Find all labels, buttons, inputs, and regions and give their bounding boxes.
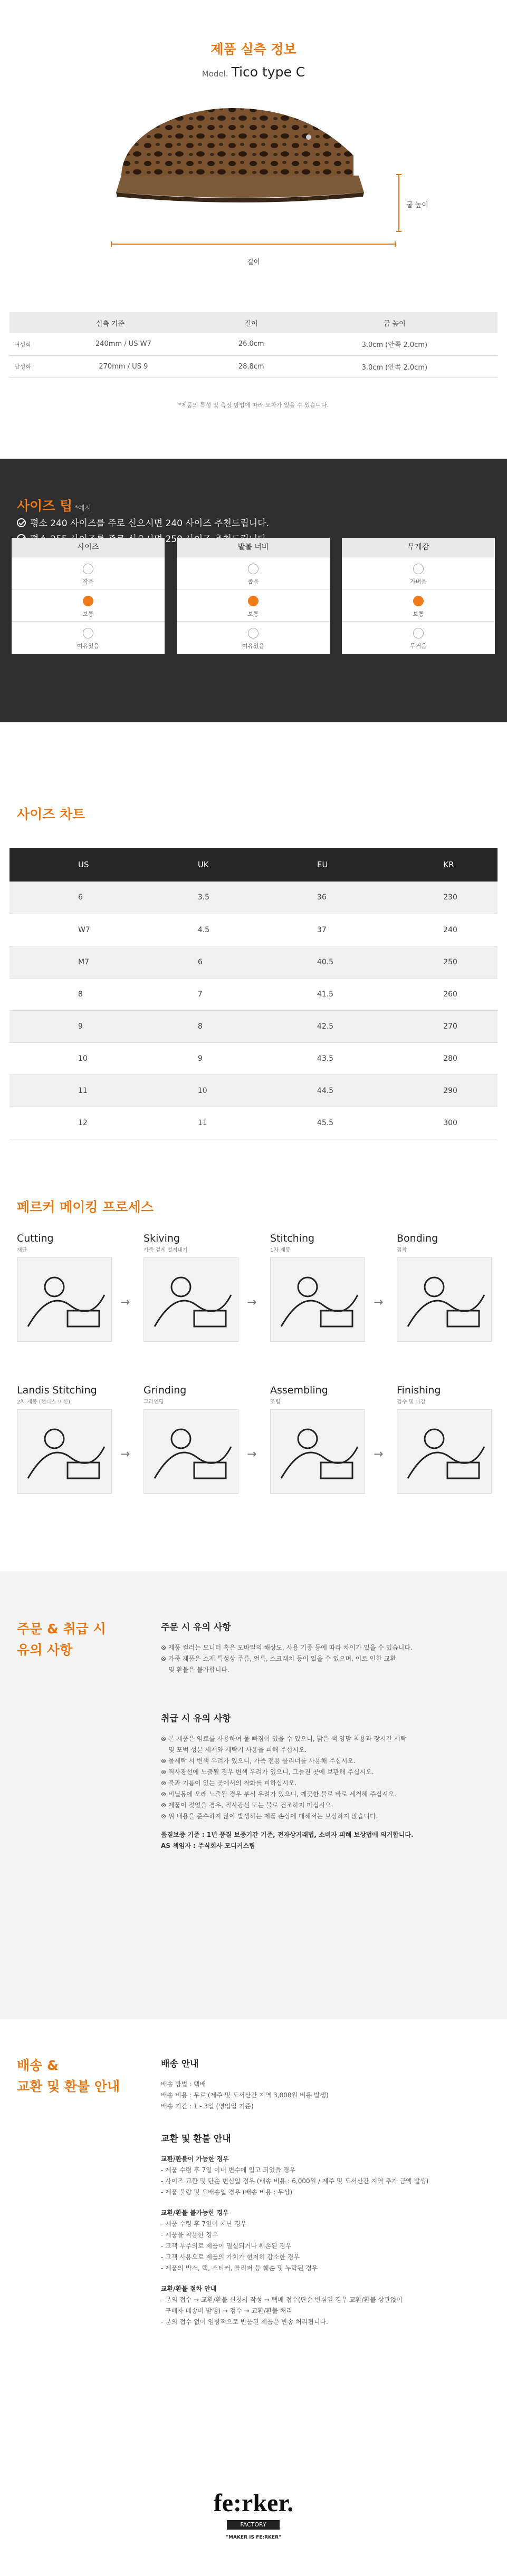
step-illustration <box>17 1409 112 1494</box>
radio-dot-icon <box>248 596 259 606</box>
exchange-title: 교환 및 환불 안내 <box>161 2134 231 2144</box>
exchange-item: - 제품을 착용한 경우 <box>161 2231 218 2239</box>
tip-line <box>17 516 269 529</box>
arrow-right-icon: → <box>247 1296 257 1309</box>
size-cell: 44.5 <box>248 1074 375 1107</box>
tip-title <box>17 496 91 515</box>
size-cell: 12 <box>9 1107 129 1139</box>
impossible-title: 교환/환불 불가능한 경우 <box>161 2209 229 2216</box>
size-cell: 250 <box>375 946 498 978</box>
brand-logo: fe:rker. <box>213 2489 294 2517</box>
size-cell: 43.5 <box>248 1042 375 1074</box>
spec-header: 길이 <box>211 312 292 333</box>
spec-header: 굽 높이 <box>292 312 498 333</box>
step-sub: 검수 및 마감 <box>397 1399 426 1405</box>
step-name: Landis Stitching <box>17 1384 97 1396</box>
product-info-section <box>0 0 507 459</box>
ship-item: 배송 방법 : 택배 <box>161 2080 206 2088</box>
spec-note: *제품의 특성 및 측정 방법에 따라 오차가 있을 수 있습니다. <box>178 402 329 409</box>
radio-dot-icon <box>248 628 259 638</box>
spec-header: 실측 기준 <box>9 312 211 333</box>
size-cell: 260 <box>375 978 498 1010</box>
radio-dot-icon <box>413 564 424 574</box>
process-title: 페르커 메이킹 프로세스 <box>17 1199 154 1215</box>
step-name: Finishing <box>397 1384 441 1396</box>
info-title: 제품 실측 정보 <box>211 42 296 57</box>
process-step <box>397 1384 492 1494</box>
size-chart-title: 사이즈 차트 <box>17 807 85 822</box>
shipping-section <box>0 2019 507 2452</box>
process-step <box>144 1233 238 1342</box>
arrow-right-icon: → <box>374 1296 384 1309</box>
process-step <box>17 1384 112 1494</box>
step-name: Stitching <box>270 1233 315 1244</box>
process-step <box>270 1233 365 1342</box>
tip-option <box>177 557 330 589</box>
tip-option-label: 보통 <box>247 611 259 617</box>
notice-item: ⊗ 불과 기름이 있는 곳에서의 착화를 피하십시오. <box>161 1779 297 1787</box>
guarantee-text: 품질보증 기준 : 1년 품질 보증기간 기준, 전자상거래법, 소비자 피해 보상법에 의거합니다. <box>161 1831 414 1838</box>
step-sub: 조립 <box>270 1399 281 1405</box>
tip-box <box>342 538 495 654</box>
table-row <box>9 914 498 946</box>
tip-box-header: 사이즈 <box>12 538 165 557</box>
size-cell: 8 <box>129 1010 248 1042</box>
table-row <box>9 882 498 914</box>
tip-box-header: 무게감 <box>342 538 495 557</box>
size-cell: 6 <box>129 946 248 978</box>
table-row <box>9 355 498 377</box>
radio-dot-icon <box>248 564 259 574</box>
tip-option-label: 좁음 <box>247 578 259 585</box>
table-row <box>9 978 498 1010</box>
model-label: Model. <box>202 69 228 79</box>
size-cell: 41.5 <box>248 978 375 1010</box>
notice-item: ⊗ 위 내용을 준수하지 않아 발생하는 제품 손상에 대해서는 보상하지 않습니다. <box>161 1813 378 1820</box>
tip-option-label: 가벼움 <box>410 578 427 585</box>
footer <box>0 2452 507 2576</box>
notice-item: 및 포벅 성분 세제와 세탁기 사용을 피해 주십시오. <box>168 1746 307 1754</box>
size-tip-section <box>0 459 507 722</box>
process-step <box>144 1384 238 1494</box>
cell: 3.0cm (안쪽 2.0cm) <box>292 333 498 355</box>
notice-title-line: 유의 사항 <box>17 1642 73 1658</box>
size-cell: 280 <box>375 1042 498 1074</box>
size-cell: W7 <box>9 914 129 946</box>
tip-title-text: 사이즈 팁 <box>17 498 73 514</box>
size-cell: 8 <box>9 978 129 1010</box>
size-chart-header: KR <box>375 848 498 882</box>
size-cell: M7 <box>9 946 129 978</box>
tip-option-label: 보통 <box>82 611 94 617</box>
radio-dot-icon <box>83 564 93 574</box>
size-cell: 230 <box>375 882 498 914</box>
step-illustration <box>144 1257 238 1342</box>
size-cell: 42.5 <box>248 1010 375 1042</box>
notice-item: ⊗ 제품 컬러는 모니터 혹은 모바일의 해상도, 사용 기종 등에 따라 차이가 있을 수 있습니다. <box>161 1644 413 1651</box>
size-cell: 4.5 <box>129 914 248 946</box>
tip-option <box>12 589 165 621</box>
arrow-right-icon: → <box>374 1448 384 1461</box>
model-name <box>0 64 507 80</box>
length-label: 길이 <box>246 258 261 266</box>
tip-line-text: 평소 240 사이즈를 주로 신으시면 240 사이즈 추천드립니다. <box>30 518 269 529</box>
step-illustration <box>270 1257 365 1342</box>
tip-option <box>12 557 165 589</box>
size-chart-section <box>0 722 507 1176</box>
procedure-item: - 문의 접수 없이 임방적으로 반품된 제품은 반송 처리됩니다. <box>161 2318 328 2326</box>
arrow-right-icon: → <box>120 1296 130 1309</box>
step-sub: 접착 <box>397 1247 407 1253</box>
ship-title: 배송 안내 <box>161 2059 199 2069</box>
step-illustration <box>270 1409 365 1494</box>
table-row <box>9 1074 498 1107</box>
tip-option <box>177 621 330 653</box>
tip-option <box>342 589 495 621</box>
notice-item: ⊗ 비닐봉에 오래 노출될 경우 부식 우려가 있으니, 깨끗한 물로 바로 세척해 주십시오. <box>161 1790 396 1798</box>
size-cell: 3.5 <box>129 882 248 914</box>
notice-title-line: 주문 & 취급 시 <box>17 1621 106 1636</box>
radio-dot-icon <box>413 596 424 606</box>
notice-section <box>0 1571 507 2019</box>
heel-height-marker <box>398 174 399 232</box>
step-name: Assembling <box>270 1384 328 1396</box>
tip-box <box>177 538 330 654</box>
size-chart-header: US <box>9 848 129 882</box>
size-cell: 11 <box>129 1107 248 1139</box>
row-label: 남성화 <box>9 355 36 377</box>
tip-option-label: 작음 <box>82 578 94 585</box>
care-notice-title: 취급 시 유의 사항 <box>161 1713 231 1724</box>
procedure-item: 구매자 배송비 발생) → 검수 → 교환/환불 처리 <box>165 2307 293 2314</box>
possible-title: 교환/환불이 가능한 경우 <box>161 2155 229 2163</box>
row-label: 여성화 <box>9 333 36 355</box>
shipping-title-line: 교환 및 환불 안내 <box>17 2079 120 2094</box>
exchange-item: - 제품 수령 후 7일 이내 변수에 입고 되었을 경우 <box>161 2166 295 2174</box>
notice-item: ⊗ 물세탁 시 변색 우려가 있으니, 가죽 전용 클리너를 사용해 주십시오. <box>161 1757 356 1765</box>
arrow-right-icon: → <box>120 1448 130 1461</box>
step-sub: 1차 재봉 <box>270 1247 291 1253</box>
order-notice-title: 주문 시 유의 사항 <box>161 1622 231 1633</box>
tip-option <box>342 621 495 653</box>
step-name: Bonding <box>397 1233 438 1244</box>
step-sub: 2차 재봉 (랜디스 머신) <box>17 1399 70 1405</box>
cell: 270mm / US 9 <box>36 355 211 377</box>
size-cell: 9 <box>129 1042 248 1074</box>
tip-option <box>342 557 495 589</box>
step-name: Grinding <box>144 1384 187 1396</box>
tip-option <box>177 589 330 621</box>
size-cell: 9 <box>9 1010 129 1042</box>
radio-dot-icon <box>83 628 93 638</box>
table-row <box>9 1042 498 1074</box>
size-cell: 290 <box>375 1074 498 1107</box>
size-cell: 300 <box>375 1107 498 1139</box>
notice-title <box>17 1619 106 1661</box>
notice-item: 및 환불은 불가합니다. <box>168 1666 229 1673</box>
step-sub: 가죽 겉게 벗겨내기 <box>144 1247 188 1253</box>
table-row <box>9 946 498 978</box>
process-step <box>397 1233 492 1342</box>
ship-item: 배송 기간 : 1 - 3일 (영업일 기준) <box>161 2103 254 2110</box>
exchange-item: - 제품 수령 후 7일이 지난 경우 <box>161 2220 247 2228</box>
size-table <box>9 848 498 1139</box>
shipping-title <box>17 2055 120 2097</box>
step-illustration <box>144 1409 238 1494</box>
tip-line-text: 250 <box>165 534 183 545</box>
exchange-item: - 고객 사용으로 제품의 가치가 현저히 감소한 경우 <box>161 2253 300 2261</box>
tip-example: *예시 <box>74 505 91 512</box>
notice-item: ⊗ 가죽 제품은 소재 특성상 주름, 얼룩, 스크래치 등이 있을 수 있으며, 이로 인한 교환 <box>161 1655 396 1662</box>
tip-box-header: 발볼 너비 <box>177 538 330 557</box>
tip-option <box>12 621 165 653</box>
cell: 26.0cm <box>211 333 292 355</box>
size-cell: 10 <box>129 1074 248 1107</box>
step-illustration <box>397 1257 492 1342</box>
shipping-info <box>161 2056 499 2112</box>
brand-tagline: "MAKER IS FE:RKER" <box>226 2535 281 2540</box>
tip-option-label: 여유있음 <box>76 643 100 650</box>
size-chart-header: EU <box>248 848 375 882</box>
exchange-info <box>161 2131 499 2328</box>
step-sub: 재단 <box>17 1247 27 1253</box>
length-marker <box>111 244 396 245</box>
notice-item: ⊗ 본 제품은 염료를 사용하여 물 빠짐이 있을 수 있으니, 밝은 색 양말 착용과 장시간 세탁 <box>161 1735 407 1742</box>
heel-height-label: 굽 높이 <box>406 201 428 209</box>
radio-dot-icon <box>83 596 93 606</box>
tip-option-label: 여유있음 <box>242 643 265 650</box>
step-name: Skiving <box>144 1233 180 1244</box>
table-row <box>9 1107 498 1139</box>
size-chart-header: UK <box>129 848 248 882</box>
ship-item: 배송 비용 : 무료 (제주 및 도서산간 지역 3,000원 비용 발생) <box>161 2091 329 2099</box>
model-value: Tico type C <box>231 64 305 80</box>
size-cell: 6 <box>9 882 129 914</box>
table-row <box>9 1010 498 1042</box>
step-illustration <box>17 1257 112 1342</box>
making-process-section <box>0 1176 507 1571</box>
size-cell: 37 <box>248 914 375 946</box>
arrow-right-icon: → <box>247 1448 257 1461</box>
table-row <box>9 333 498 355</box>
procedure-item: - 문의 접수 → 교환/환불 신청서 작성 → 택배 접수(단순 변심일 경우 교환/환불 상관없이 <box>161 2296 403 2303</box>
spec-table <box>9 312 498 378</box>
step-name: Cutting <box>17 1233 54 1244</box>
notice-item: ⊗ 직사광선에 노출될 경우 변색 우려가 있으니, 그늘진 곳에 보관해 주십시오. <box>161 1768 374 1776</box>
tip-option-label: 무거움 <box>410 643 427 650</box>
shoe-image <box>100 87 375 214</box>
exchange-item: - 사이즈 교환 및 단순 변심일 경우 (배송 비용 : 6,000원 / 제주 및 도서산간 지역 추가 금액 발생) <box>161 2177 429 2185</box>
exchange-item: - 고객 부주의로 제품이 멸실되거나 훼손된 경우 <box>161 2242 292 2250</box>
tip-box <box>12 538 165 654</box>
exchange-item: - 제품의 박스, 택, 스티커, 틀리퍼 등 훼손 및 누락된 경우 <box>161 2264 318 2272</box>
size-cell: 40.5 <box>248 946 375 978</box>
size-cell: 7 <box>129 978 248 1010</box>
size-cell: 36 <box>248 882 375 914</box>
process-step <box>17 1233 112 1342</box>
radio-dot-icon <box>413 628 424 638</box>
step-sub: 그라인딩 <box>144 1399 164 1405</box>
procedure-title: 교환/환불 절차 안내 <box>161 2285 217 2292</box>
order-notice <box>161 1620 499 1676</box>
check-circle-icon <box>17 518 26 527</box>
process-step <box>270 1384 365 1494</box>
brand-logo-sub: FACTORY <box>227 2520 280 2530</box>
notice-item: ⊗ 제품이 젖었을 경우, 직사광선 또는 불로 건조하지 마십시오. <box>161 1802 333 1809</box>
size-cell: 240 <box>375 914 498 946</box>
size-cell: 11 <box>9 1074 129 1107</box>
cell: 28.8cm <box>211 355 292 377</box>
as-manager-text: AS 책임자 : 주식회사 모디커스팀 <box>161 1842 255 1849</box>
shipping-title-line: 배송 & <box>17 2058 59 2073</box>
exchange-item: - 제품 불량 및 오배송일 경우 (배송 비용 : 무상) <box>161 2188 293 2196</box>
step-illustration <box>397 1409 492 1494</box>
care-notice <box>161 1711 499 1852</box>
size-cell: 45.5 <box>248 1107 375 1139</box>
tip-option-label: 보통 <box>413 611 424 617</box>
cell: 240mm / US W7 <box>36 333 211 355</box>
cell: 3.0cm (안쪽 2.0cm) <box>292 355 498 377</box>
size-cell: 10 <box>9 1042 129 1074</box>
size-cell: 270 <box>375 1010 498 1042</box>
